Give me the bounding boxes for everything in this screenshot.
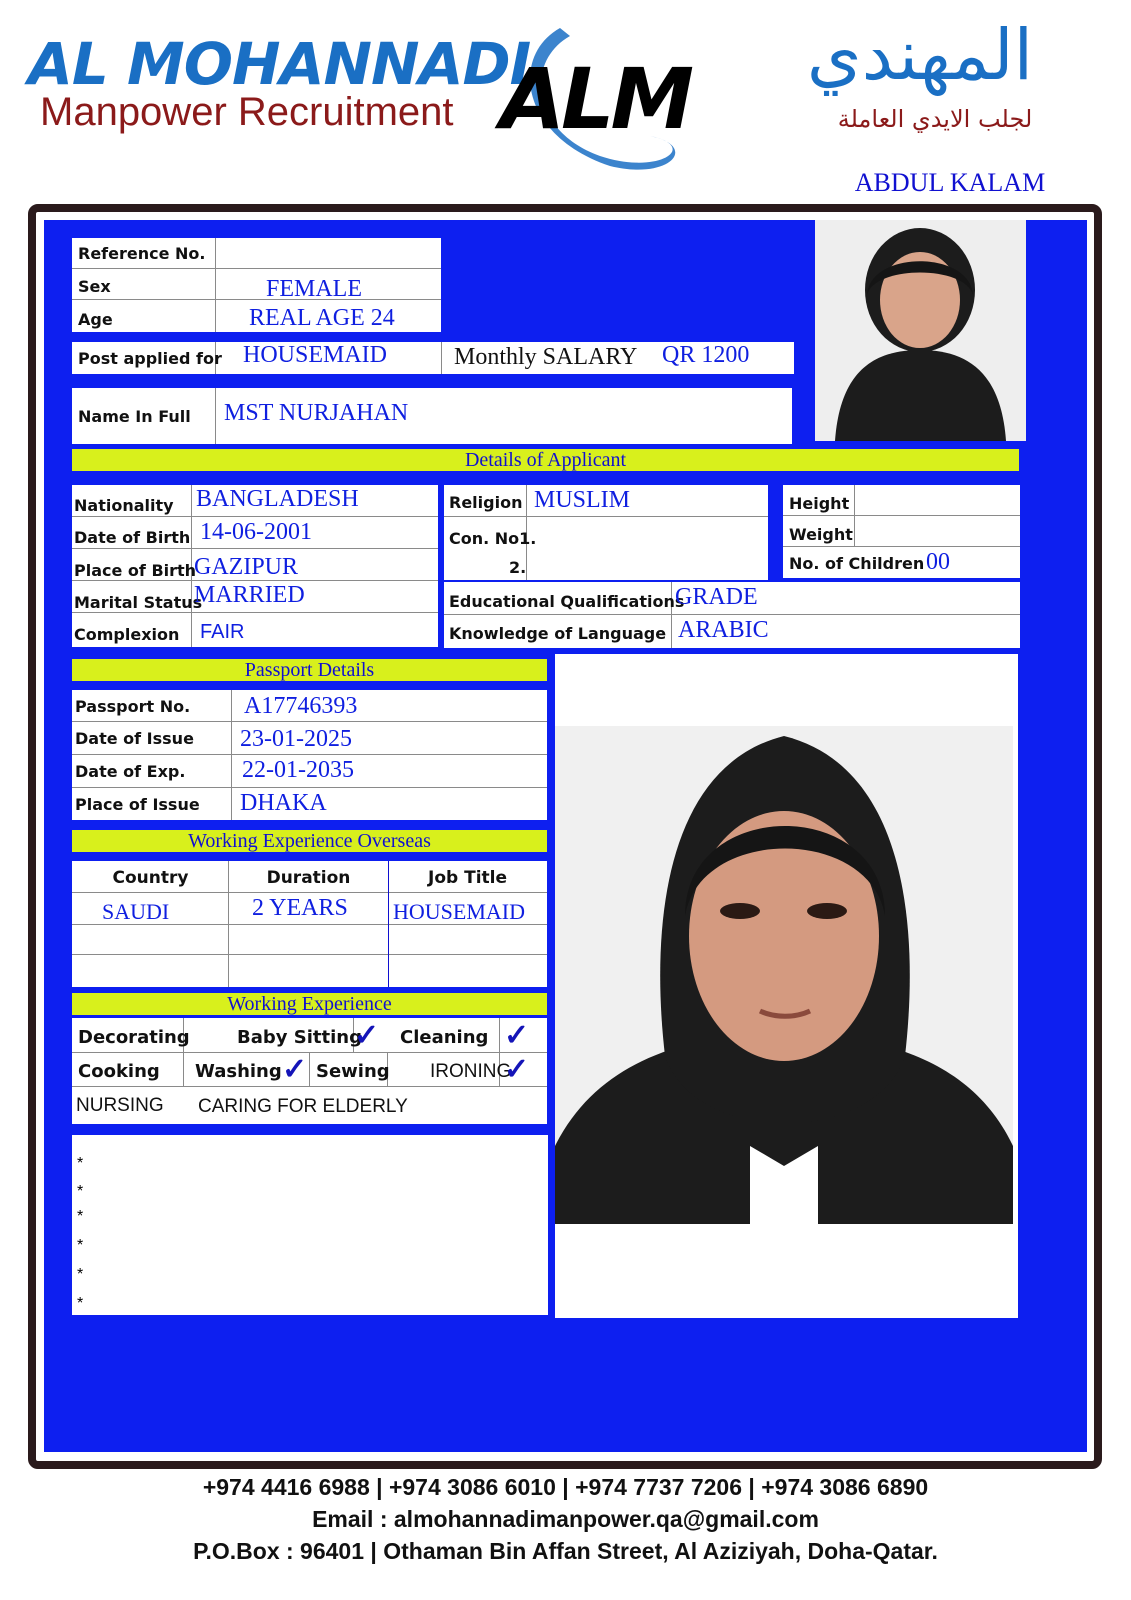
portrait-small-icon [815, 220, 1026, 441]
footer-address: P.O.Box : 96401 | Othaman Bin Affan Street, Al Aziziyah, Doha-Qatar. [193, 1538, 938, 1564]
nationality-label: Nationality [74, 496, 174, 515]
skill-washing: Washing [195, 1061, 282, 1082]
children-value: 00 [926, 549, 950, 575]
details-section-title: Details of Applicant [72, 449, 1019, 471]
washing-check-icon: ✓ [282, 1053, 308, 1086]
language-value: ARABIC [678, 617, 769, 643]
note-bullet: * [77, 1266, 84, 1283]
portrait-large-icon [555, 726, 1013, 1224]
place-of-issue-label: Place of Issue [75, 795, 200, 814]
cleaning-check-icon: ✓ [504, 1019, 530, 1052]
religion-label: Religion [449, 493, 523, 512]
note-bullet: * [77, 1295, 84, 1312]
sex-label: Sex [78, 277, 111, 296]
education-label: Educational Qualifications [449, 592, 685, 611]
col-duration-header: Duration [266, 868, 351, 888]
notes-box [72, 1135, 548, 1315]
logo-text: ALM [500, 50, 691, 148]
post-value: HOUSEMAID [243, 342, 387, 368]
name-label: Name In Full [78, 407, 191, 426]
dob-value: 14-06-2001 [200, 519, 312, 545]
experience-section-title: Working Experience [72, 993, 547, 1015]
height-label: Height [789, 494, 850, 513]
applicant-portrait-small [815, 220, 1026, 441]
place-of-issue-value: DHAKA [240, 790, 327, 816]
brand-subtitle-en: Manpower Recruitment [40, 90, 454, 134]
brand-name-en: AL MOHANNADI [28, 30, 531, 98]
note-bullet: * [77, 1155, 84, 1172]
details-middle-table [444, 485, 768, 580]
footer-email: Email : almohannadimanpower.qa@gmail.com [312, 1506, 819, 1532]
overseas-job-value: HOUSEMAID [393, 899, 525, 924]
passport-no-label: Passport No. [75, 697, 191, 716]
experience-table [72, 1018, 547, 1124]
note-bullet: * [77, 1237, 84, 1254]
age-value: REAL AGE 24 [249, 305, 395, 331]
children-label: No. of Children [789, 554, 925, 573]
salary-label: Monthly SALARY [454, 344, 638, 370]
top-info-table [72, 238, 441, 332]
expiry-date-value: 22-01-2035 [242, 757, 354, 783]
pob-value: GAZIPUR [194, 554, 299, 580]
marital-value: MARRIED [194, 582, 305, 608]
passport-no-value: A17746393 [244, 693, 358, 719]
issue-date-label: Date of Issue [75, 729, 194, 748]
overseas-country-value: SAUDI [102, 899, 170, 924]
language-label: Knowledge of Language [449, 624, 667, 643]
age-label: Age [78, 310, 113, 329]
education-value: GRADE [675, 584, 758, 610]
reference-label: Reference No. [78, 244, 206, 263]
overseas-table [72, 861, 547, 987]
skill-cooking: Cooking [78, 1061, 160, 1082]
qualifications-table [444, 582, 1020, 648]
skill-caring-elderly: CARING FOR ELDERLY [198, 1096, 408, 1117]
details-left-table [72, 485, 438, 647]
nationality-value: BANGLADESH [196, 486, 359, 512]
note-bullet: * [77, 1208, 84, 1225]
note-bullet: * [77, 1183, 84, 1200]
skill-baby-sitting: Baby Sitting [237, 1027, 362, 1048]
skill-nursing: NURSING [76, 1095, 164, 1116]
skill-decorating: Decorating [78, 1027, 190, 1048]
skill-cleaning: Cleaning [400, 1027, 489, 1048]
contact2-label: 2. [509, 558, 527, 577]
passport-section-title: Passport Details [72, 659, 547, 681]
complexion-label: Complexion [74, 625, 180, 644]
salary-value: QR 1200 [662, 342, 750, 368]
name-value: MST NURJAHAN [224, 400, 409, 426]
applicant-portrait-large [555, 726, 1013, 1224]
overseas-duration-value: 2 YEARS [252, 895, 348, 921]
brand-subtitle-ar: لجلب الايدي العاملة [837, 105, 1033, 133]
dob-label: Date of Birth [74, 528, 191, 547]
col-country-header: Country [112, 868, 189, 888]
name-row [72, 388, 792, 444]
agent-name: ABDUL KALAM [854, 168, 1046, 197]
skill-sewing: Sewing [316, 1061, 390, 1082]
complexion-value: FAIR [200, 621, 245, 643]
weight-label: Weight [789, 525, 853, 544]
religion-value: MUSLIM [534, 487, 631, 513]
issue-date-value: 23-01-2025 [240, 726, 352, 752]
details-right-table [783, 485, 1020, 578]
footer-phones: +974 4416 6988 | +974 3086 6010 | +974 7737 7206 | +974 3086 6890 [202, 1474, 929, 1500]
post-label: Post applied for [78, 349, 222, 368]
brand-name-ar: المهندي [806, 14, 1034, 96]
contact1-label: Con. No1. [449, 529, 537, 548]
expiry-date-label: Date of Exp. [75, 762, 186, 781]
sex-value: FEMALE [266, 276, 362, 302]
post-row [72, 342, 794, 374]
marital-label: Marital Status [74, 593, 203, 612]
header [0, 0, 1131, 200]
ironing-check-icon: ✓ [504, 1053, 530, 1086]
pob-label: Place of Birth [74, 561, 197, 580]
baby-sitting-check-icon: ✓ [354, 1019, 380, 1052]
skill-ironing: IRONING [430, 1061, 512, 1082]
col-job-header: Job Title [428, 868, 507, 888]
overseas-section-title: Working Experience Overseas [72, 830, 547, 852]
passport-table [72, 690, 547, 820]
